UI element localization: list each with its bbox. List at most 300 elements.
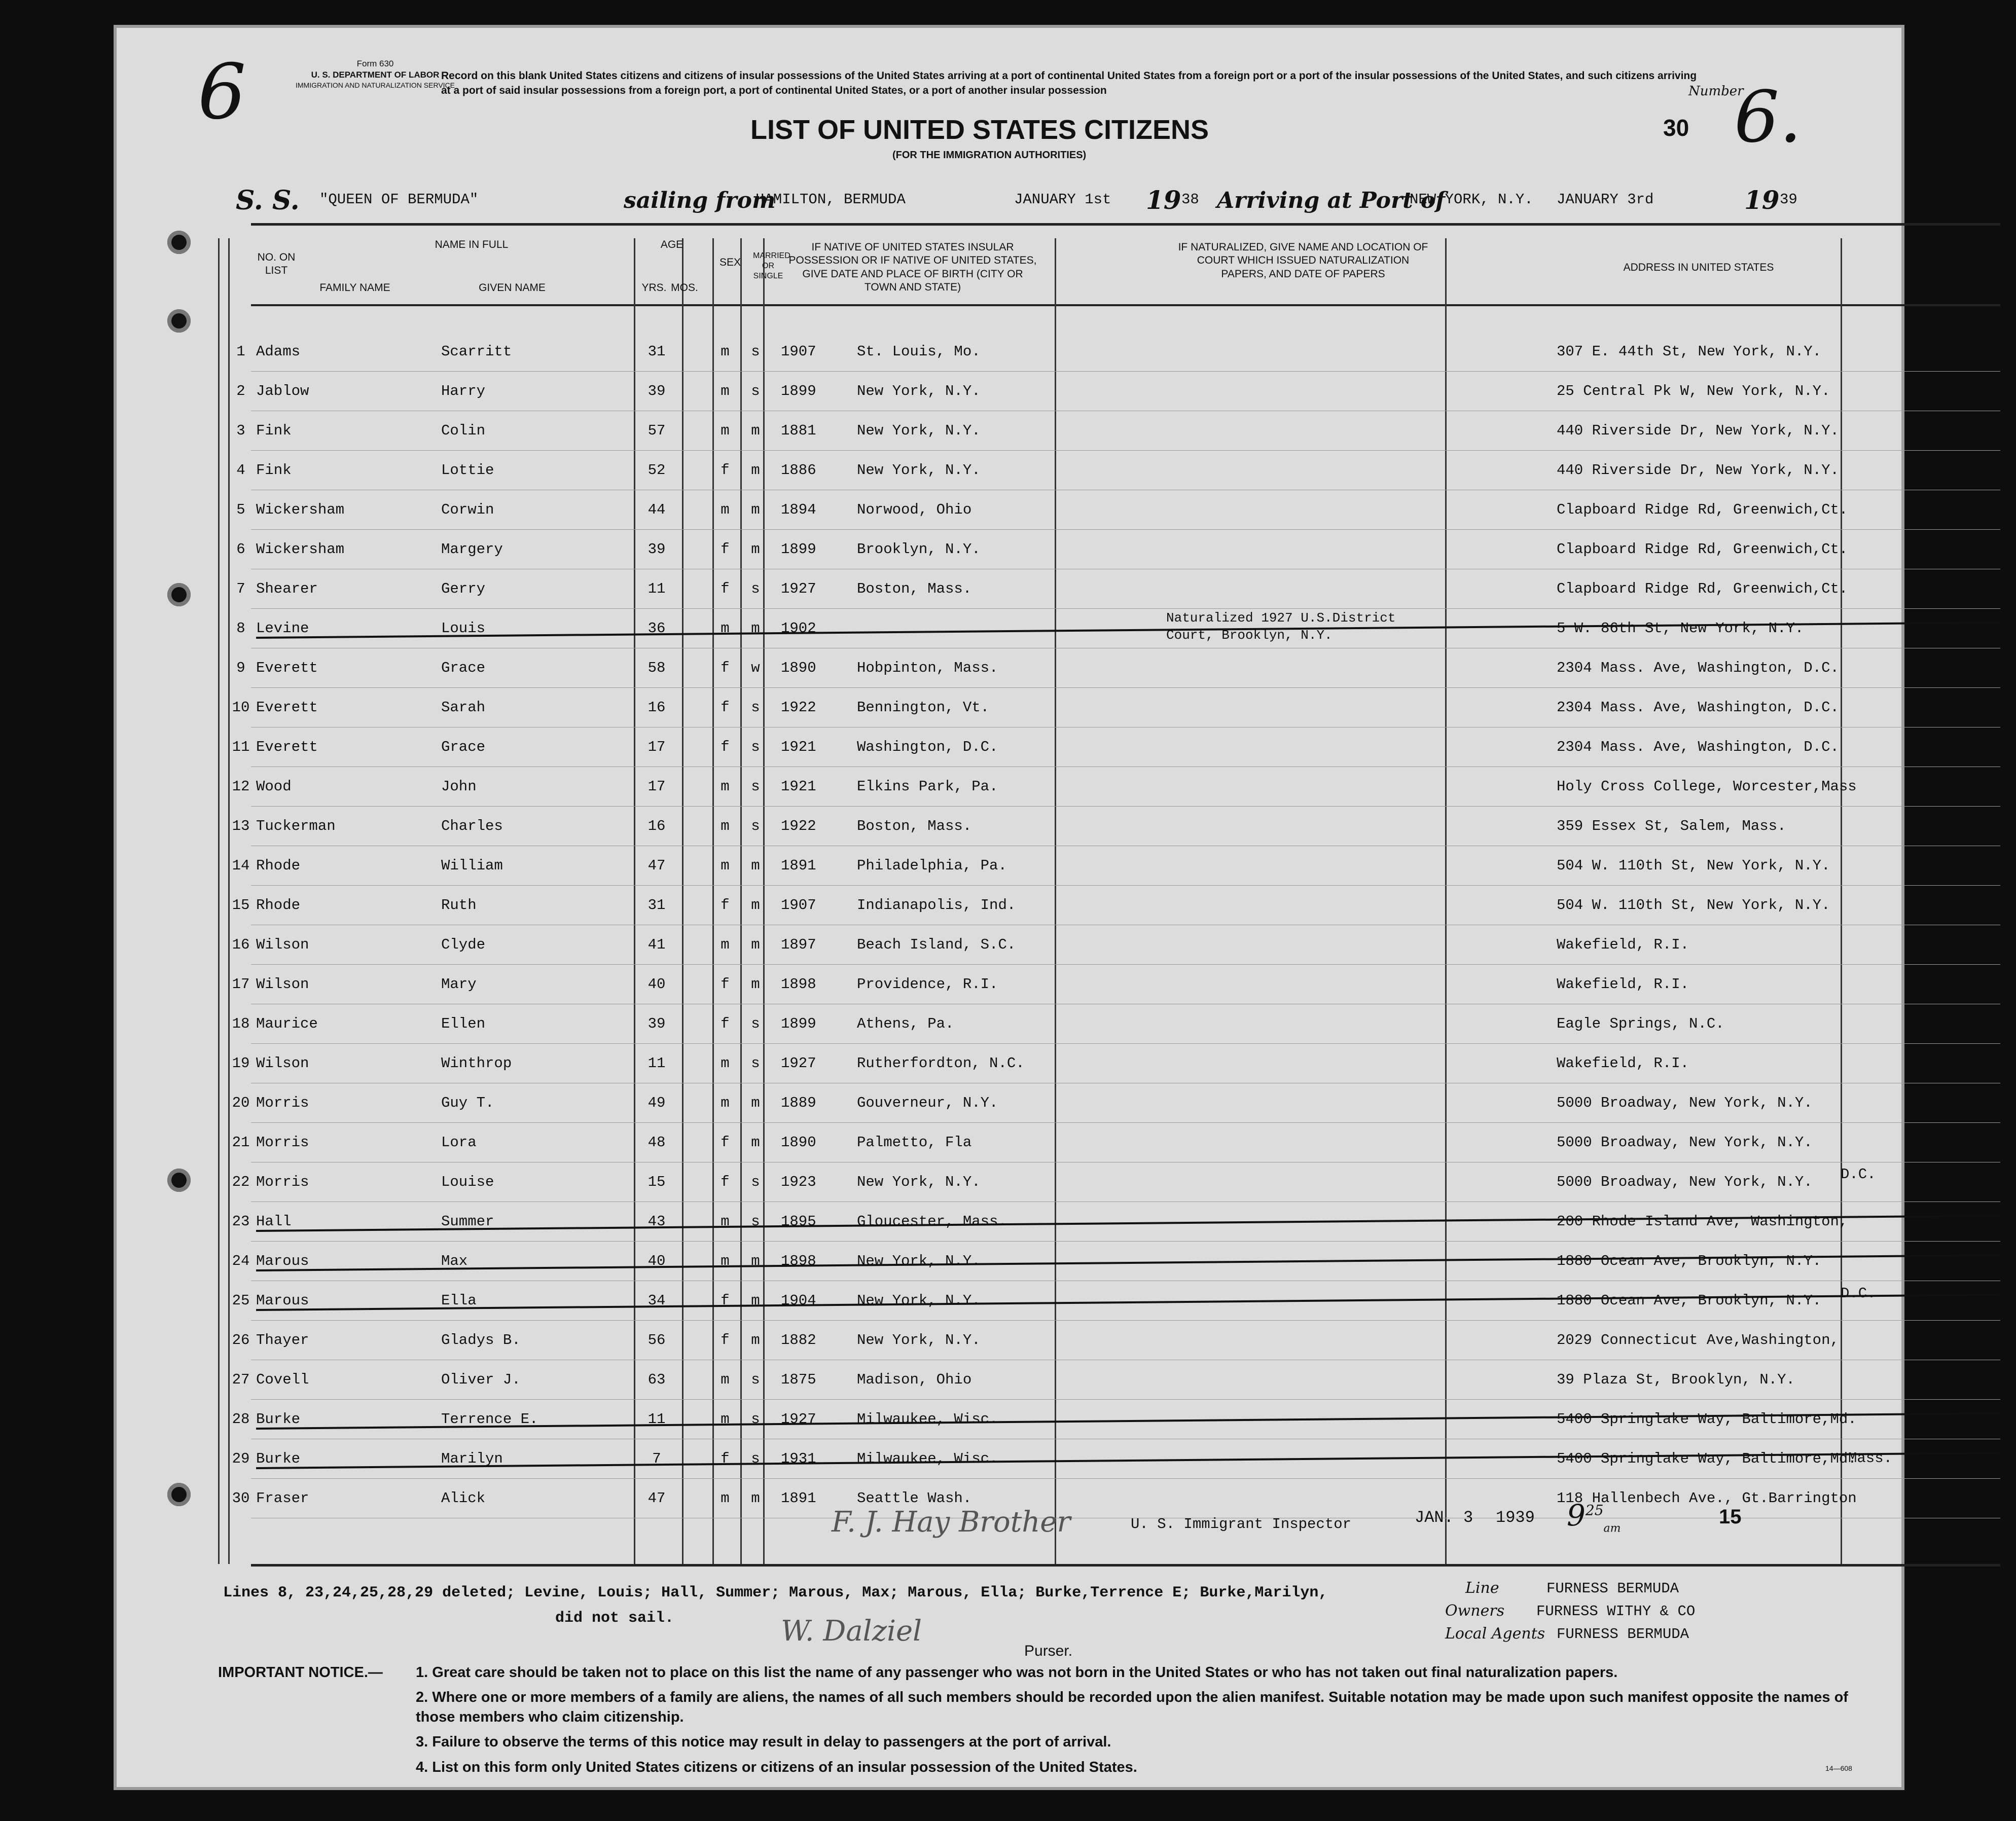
cell-birth-place: Boston, Mass. [857,818,972,834]
table-row [117,1360,1901,1400]
purser-label: Purser. [1024,1643,1073,1659]
cell-age-years: 43 [647,1213,666,1230]
cell-row-number: 6 [236,541,245,558]
inspection-time-ampm: am [1603,1522,1621,1535]
address-note: D.C. [1841,1285,1876,1302]
cell-birth-place: Milwaukee, Wisc. [857,1450,998,1467]
cell-age-years: 63 [647,1371,666,1388]
cell-sex: m [721,1490,730,1507]
cell-family-name: Marous [256,1292,309,1309]
page-title: LIST OF UNITED STATES CITIZENS [750,115,1209,145]
cell-marital-status: w [751,660,760,676]
cell-birth-year: 1907 [781,897,816,914]
table-row [117,688,1901,727]
cell-marital-status: m [751,1292,760,1309]
cell-given-name: Louise [441,1174,494,1190]
cell-birth-place: Hobpinton, Mass. [857,660,998,676]
cell-given-name: Oliver J. [441,1371,521,1388]
cell-age-years: 34 [647,1292,666,1309]
cell-birth-year: 1886 [781,462,816,479]
cell-address: Wakefield, R.I. [1557,936,1689,953]
cell-family-name: Fink [256,422,292,439]
cell-marital-status: m [751,976,760,993]
cell-sex: m [721,818,730,834]
cell-birth-place: Norwood, Ohio [857,501,972,518]
cell-birth-year: 1891 [781,1490,816,1507]
cell-age-years: 17 [647,739,666,755]
cell-birth-year: 1899 [781,541,816,558]
cell-address: 5 W. 86th St, New York, N.Y. [1557,620,1804,637]
cell-row-number: 18 [232,1015,250,1032]
cell-row-number: 15 [232,897,250,914]
cell-given-name: Gladys B. [441,1332,521,1349]
cell-age-years: 56 [647,1332,666,1349]
cell-row-number: 10 [232,699,250,716]
cell-marital-status: s [751,1213,760,1230]
cell-address: 1880 Ocean Ave, Brooklyn, N.Y. [1557,1292,1822,1309]
cell-family-name: Maurice [256,1015,318,1032]
cell-sex: f [721,976,730,993]
cell-sex: m [721,1253,730,1269]
col-header-married: MARRIED OR SINGLE [753,251,790,280]
cell-given-name: Grace [441,660,486,676]
service-name: IMMIGRATION AND NATURALIZATION SERVICE [296,81,455,90]
cell-age-years: 7 [652,1450,661,1467]
cell-birth-year: 1904 [781,1292,816,1309]
cell-address: 440 Riverside Dr, New York, N.Y. [1557,422,1839,439]
cell-address: 504 W. 110th St, New York, N.Y. [1557,857,1830,874]
table-row [117,807,1901,846]
cell-sex: m [721,422,730,439]
cell-age-years: 16 [647,818,666,834]
header-bottom-rule [251,304,2000,306]
cell-family-name: Wickersham [256,501,345,518]
cell-age-years: 47 [647,1490,666,1507]
number-label: Number [1688,84,1744,99]
table-row [117,569,1901,609]
cell-given-name: Corwin [441,501,494,518]
cell-sex: f [721,1174,730,1190]
cell-family-name: Everett [256,699,318,716]
cell-marital-status: s [751,818,760,834]
table-row [117,1281,1901,1321]
table-row [117,648,1901,688]
cell-address: 307 E. 44th St, New York, N.Y. [1557,343,1822,360]
cell-age-years: 11 [647,580,666,597]
address-note: D.C. [1841,1166,1876,1183]
cell-sex: m [721,1055,730,1072]
cell-given-name: Mary [441,976,477,993]
cell-given-name: Margery [441,541,503,558]
cell-row-number: 22 [232,1174,250,1190]
cell-marital-status: m [751,897,760,914]
col-header-naturalized: IF NATURALIZED, GIVE NAME AND LOCATION OF COURT WHICH ISSUED NATURALIZATION PAPERS, AND DATE OF PAPERS [1178,241,1428,280]
table-row [117,1202,1901,1242]
cell-family-name: Fink [256,462,292,479]
table-row [117,332,1901,372]
cell-address: Clapboard Ridge Rd, Greenwich,Ct. [1557,501,1848,518]
cell-age-years: 47 [647,857,666,874]
cell-address: 5000 Broadway, New York, N.Y. [1557,1134,1813,1151]
inspector-signature: F. J. Hay Brother [832,1506,1071,1539]
cell-age-years: 44 [647,501,666,518]
cell-family-name: Wood [256,778,292,795]
cell-row-number: 29 [232,1450,250,1467]
cell-family-name: Everett [256,739,318,755]
table-row [117,1083,1901,1123]
cell-address: 1880 Ocean Ave, Brooklyn, N.Y. [1557,1253,1822,1269]
cell-address: 2304 Mass. Ave, Washington, D.C. [1557,699,1839,716]
cell-sex: m [721,1213,730,1230]
cell-age-years: 11 [647,1055,666,1072]
cell-family-name: Morris [256,1174,309,1190]
form-instructions: Record on this blank United States citizens and citizens of insular possessions of the United States arriving at a port of continental United States from a foreign port or a port of the insular possessions of the United States, and such citizens arriving at a port of said insular possessions from a foreign port, a port of continental United States, or a port of another insular possession [441,70,1697,97]
cell-marital-status: m [751,422,760,439]
cell-sex: m [721,620,730,637]
cell-address: Holy Cross College, Worcester,Mass [1557,778,1857,795]
cell-birth-year: 1923 [781,1174,816,1190]
cell-birth-year: 1881 [781,422,816,439]
binder-hole [167,231,191,254]
cell-birth-year: 1890 [781,1134,816,1151]
arrival-port: NEW YORK, N.Y. [1410,191,1533,208]
cell-marital-status: m [751,1332,760,1349]
inspection-year: 1939 [1496,1508,1535,1527]
departure-year-prefix: 19 [1146,185,1181,215]
table-row [117,609,1901,648]
cell-birth-place: Boston, Mass. [857,580,972,597]
cell-birth-place: New York, N.Y. [857,383,981,399]
cell-given-name: Colin [441,422,486,439]
col-header-name: NAME IN FULL [435,239,509,250]
cell-address: 200 Rhode Island Ave, Washington, [1557,1213,1848,1230]
list-number: 6. [1734,76,1802,159]
cell-birth-place: Elkins Park, Pa. [857,778,998,795]
cell-sex: f [721,1015,730,1032]
table-row [117,530,1901,569]
cell-sex: f [721,660,730,676]
cell-birth-year: 1927 [781,1411,816,1428]
cell-birth-year: 1898 [781,1253,816,1269]
cell-family-name: Wilson [256,936,309,953]
cell-age-years: 36 [647,620,666,637]
cell-marital-status: s [751,1015,760,1032]
table-row [117,1242,1901,1281]
form-identity [284,58,466,90]
cell-address: 504 W. 110th St, New York, N.Y. [1557,897,1830,914]
cell-family-name: Wilson [256,1055,309,1072]
cell-row-number: 28 [232,1411,250,1428]
cell-family-name: Morris [256,1095,309,1111]
cell-row-number: 21 [232,1134,250,1151]
ship-name: "QUEEN OF BERMUDA" [319,191,479,208]
cell-row-number: 11 [232,739,250,755]
arrival-year-prefix: 19 [1744,185,1780,215]
cell-given-name: Lottie [441,462,494,479]
col-header-age: AGE [660,239,683,250]
cell-family-name: Thayer [256,1332,309,1349]
table-row [117,1321,1901,1360]
table-row [117,1004,1901,1044]
cell-sex: f [721,462,730,479]
cell-age-years: 40 [647,976,666,993]
department-name: U. S. DEPARTMENT OF LABOR [311,70,440,80]
cell-sex: m [721,778,730,795]
cell-address: 39 Plaza St, Brooklyn, N.Y. [1557,1371,1795,1388]
cell-row-number: 24 [232,1253,250,1269]
binder-hole [167,309,191,333]
cell-naturalization: Naturalized 1927 U.S.District Court, Brooklyn, N.Y. [1166,610,1396,643]
col-header-mos: MOS. [671,282,698,294]
voyage-line [117,180,1901,226]
notice-item: 4. List on this form only United States citizens or citizens of an insular possession of the United States. [416,1759,1137,1775]
corner-mark: 6 [198,48,246,136]
cell-row-number: 3 [236,422,245,439]
cell-given-name: Ruth [441,897,477,914]
cell-marital-status: s [751,1371,760,1388]
cell-birth-place: New York, N.Y. [857,462,981,479]
form-code-bottom: 14—608 [1825,1764,1852,1772]
cell-birth-year: 1907 [781,343,816,360]
cell-family-name: Jablow [256,383,309,399]
cell-given-name: Guy T. [441,1095,494,1111]
cell-birth-place: Madison, Ohio [857,1371,972,1388]
table-row [117,727,1901,767]
cell-age-years: 57 [647,422,666,439]
notice-title: IMPORTANT NOTICE.— [218,1664,383,1681]
cell-birth-year: 1899 [781,383,816,399]
cell-sex: f [721,1134,730,1151]
cell-birth-year: 1922 [781,699,816,716]
cell-address: 118 Hallenbech Ave., Gt.Barrington [1557,1490,1857,1507]
cell-marital-status: s [751,580,760,597]
cell-age-years: 58 [647,660,666,676]
arriving-label: Arriving at Port of [1217,188,1446,213]
cell-family-name: Tuckerman [256,818,336,834]
cell-birth-place: Bennington, Vt. [857,699,990,716]
departure-date: JANUARY 1st [1014,191,1111,208]
cell-birth-place: Philadelphia, Pa. [857,857,1007,874]
cell-birth-place: Athens, Pa. [857,1015,954,1032]
cell-sex: m [721,501,730,518]
arrival-year: 39 [1780,191,1797,208]
table-row [117,1400,1901,1439]
cell-age-years: 52 [647,462,666,479]
cell-address: 25 Central Pk W, New York, N.Y. [1557,383,1830,399]
cell-given-name: Max [441,1253,468,1269]
cell-birth-place: Rutherfordton, N.C. [857,1055,1025,1072]
cell-row-number: 2 [236,383,245,399]
cell-sex: f [721,541,730,558]
col-header-birth: IF NATIVE OF UNITED STATES INSULAR POSSESSION OR IF NATIVE OF UNITED STATES, GIVE DATE AND PLACE OF BIRTH (CITY OR TOWN AND STATE) [788,241,1037,293]
inspection-time-minutes: 25 [1585,1502,1604,1519]
cell-given-name: Terrence E. [441,1411,538,1428]
cell-given-name: Charles [441,818,503,834]
cell-age-years: 48 [647,1134,666,1151]
cell-sex: m [721,343,730,360]
cell-family-name: Wickersham [256,541,345,558]
table-row [117,1044,1901,1083]
cell-birth-year: 1897 [781,936,816,953]
cell-address: 5000 Broadway, New York, N.Y. [1557,1174,1813,1190]
cell-birth-year: 1882 [781,1332,816,1349]
cell-row-number: 16 [232,936,250,953]
cell-age-years: 16 [647,699,666,716]
owners-label: Owners [1445,1602,1505,1620]
cell-given-name: Gerry [441,580,486,597]
cell-marital-status: s [751,1055,760,1072]
cell-marital-status: m [751,1490,760,1507]
cell-birth-year: 1931 [781,1450,816,1467]
cell-row-number: 4 [236,462,245,479]
cell-age-years: 15 [647,1174,666,1190]
ss-label: S. S. [236,185,300,216]
cell-birth-year: 1894 [781,501,816,518]
cell-row-number: 1 [236,343,245,360]
cell-family-name: Everett [256,660,318,676]
cell-sex: f [721,580,730,597]
cell-birth-place: Providence, R.I. [857,976,998,993]
cell-birth-year: 1895 [781,1213,816,1230]
cell-family-name: Morris [256,1134,309,1151]
cell-birth-place: Brooklyn, N.Y. [857,541,981,558]
cell-given-name: Winthrop [441,1055,512,1072]
cell-marital-status: m [751,936,760,953]
cell-marital-status: m [751,1095,760,1111]
form-number: Form 630 [356,59,394,68]
line-label: Line [1465,1579,1499,1597]
cell-birth-place: New York, N.Y. [857,422,981,439]
cell-sex: m [721,383,730,399]
cell-row-number: 7 [236,580,245,597]
manifest-sheet [117,28,1901,1787]
cell-marital-status: s [751,739,760,755]
cell-birth-year: 1902 [781,620,816,637]
cell-given-name: John [441,778,477,795]
cell-address: Eagle Springs, N.C. [1557,1015,1724,1032]
notice-item: 1. Great care should be taken not to place on this list the name of any passenger who was not born in the United States or who has not taken out final naturalization papers. [416,1664,1618,1681]
cell-birth-place: Palmetto, Fla [857,1134,972,1151]
cell-birth-place: New York, N.Y. [857,1253,981,1269]
notice-item: 3. Failure to observe the terms of this notice may result in delay to passengers at the port of arrival. [416,1734,1111,1751]
cell-sex: m [721,936,730,953]
cell-birth-place: Milwaukee, Wisc. [857,1411,998,1428]
cell-given-name: Alick [441,1490,486,1507]
cell-marital-status: s [751,1450,760,1467]
cell-family-name: Marous [256,1253,309,1269]
cell-marital-status: m [751,620,760,637]
cell-marital-status: m [751,1134,760,1151]
cell-address: 5400 Springlake Way, Baltimore,Md. [1557,1411,1857,1428]
cell-age-years: 31 [647,897,666,914]
cell-age-years: 39 [647,1015,666,1032]
cell-birth-year: 1890 [781,660,816,676]
cell-birth-year: 1875 [781,1371,816,1388]
cell-address: 2304 Mass. Ave, Washington, D.C. [1557,660,1839,676]
inspection-date: JAN. 3 [1415,1508,1473,1527]
table-row [117,490,1901,530]
col-header-given: GIVEN NAME [479,282,546,294]
purser-signature: W. Dalziel [781,1615,922,1648]
deleted-lines-note-cont: did not sail. [555,1610,674,1627]
cell-marital-status: s [751,383,760,399]
cell-birth-year: 1891 [781,857,816,874]
cell-marital-status: s [751,778,760,795]
cell-given-name: Harry [441,383,486,399]
cell-family-name: Wilson [256,976,309,993]
cell-given-name: Clyde [441,936,486,953]
cell-birth-place: New York, N.Y. [857,1174,981,1190]
cell-address: 2304 Mass. Ave, Washington, D.C. [1557,739,1839,755]
cell-sex: m [721,1095,730,1111]
cell-sex: m [721,1371,730,1388]
cell-marital-status: s [751,699,760,716]
cell-birth-year: 1921 [781,778,816,795]
departure-year: 38 [1181,191,1199,208]
cell-family-name: Fraser [256,1490,309,1507]
cell-address: Wakefield, R.I. [1557,976,1689,993]
table-row [117,886,1901,925]
cell-address: 440 Riverside Dr, New York, N.Y. [1557,462,1839,479]
cell-row-number: 27 [232,1371,250,1388]
cell-birth-year: 1927 [781,580,816,597]
cell-birth-year: 1922 [781,818,816,834]
table-row [117,1439,1901,1479]
inspector-label: U. S. Immigrant Inspector [1131,1516,1352,1533]
agents-label: Local Agents [1445,1625,1545,1643]
table-row [117,925,1901,965]
cell-birth-year: 1927 [781,1055,816,1072]
cell-row-number: 12 [232,778,250,795]
cell-birth-place: Washington, D.C. [857,739,998,755]
col-header-address: ADDRESS IN UNITED STATES [1623,262,1774,273]
line-value: FURNESS BERMUDA [1546,1580,1679,1597]
cell-family-name: Shearer [256,580,318,597]
cell-age-years: 31 [647,343,666,360]
cell-given-name: Summer [441,1213,494,1230]
notice-item: 2. Where one or more members of a family are aliens, the names of all such members should be recorded upon the alien manifest. Suitable notation may be made upon such manifest opposite the names of those members who claim citizenship. [416,1689,1848,1726]
cell-address: 5000 Broadway, New York, N.Y. [1557,1095,1813,1111]
cell-marital-status: m [751,541,760,558]
inspection-time [1567,1498,1621,1535]
table-bottom-rule [251,1564,2000,1567]
cell-row-number: 25 [232,1292,250,1309]
cell-birth-place: Beach Island, S.C. [857,936,1016,953]
table-row [117,411,1901,451]
col-header-yrs: YRS. [641,282,667,294]
cell-family-name: Burke [256,1411,301,1428]
cell-given-name: Scarritt [441,343,512,360]
cell-given-name: Grace [441,739,486,755]
cell-marital-status: m [751,1253,760,1269]
cell-age-years: 11 [647,1411,666,1428]
cell-given-name: Marilyn [441,1450,503,1467]
cell-sex: f [721,897,730,914]
cell-row-number: 19 [232,1055,250,1072]
cell-sex: f [721,699,730,716]
cell-birth-place: Indianapolis, Ind. [857,897,1016,914]
number-prefix: 30 [1663,115,1689,141]
cell-marital-status: s [751,1411,760,1428]
table-row [117,767,1901,807]
cell-row-number: 26 [232,1332,250,1349]
cell-family-name: Covell [256,1371,309,1388]
cell-marital-status: m [751,857,760,874]
arrival-date: JANUARY 3rd [1557,191,1654,208]
cell-birth-year: 1921 [781,739,816,755]
cell-address: Clapboard Ridge Rd, Greenwich,Ct. [1557,580,1848,597]
cell-birth-year: 1889 [781,1095,816,1111]
